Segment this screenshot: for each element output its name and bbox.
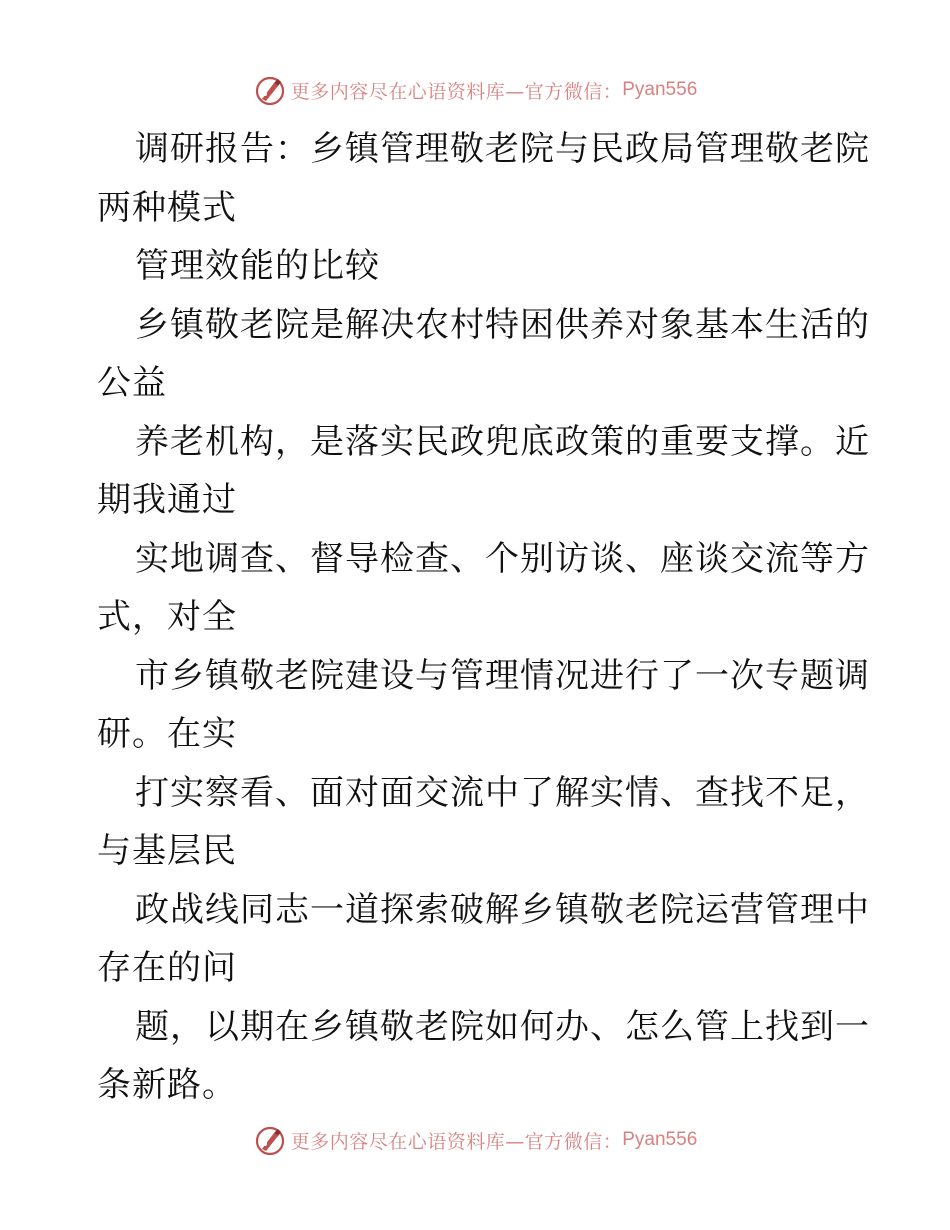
- text-line: 存在的问: [97, 948, 237, 988]
- watermark-text: 更多内容尽在心语资料库—官方微信：: [290, 1130, 623, 1153]
- document-body: [97, 120, 870, 1115]
- text-line: 式，对全: [97, 597, 237, 637]
- footer-watermark: [0, 1120, 950, 1160]
- text-line: 条新路。: [97, 1065, 237, 1105]
- text-line: 两种模式: [97, 187, 237, 228]
- text-line: 养老机构，是落实民政兜底政策的重要支撑。近: [135, 421, 870, 462]
- text-line: 乡镇敬老院是解决农村特困供养对象基本生活的: [135, 304, 870, 345]
- header-watermark: [0, 70, 950, 110]
- text-line: 实地调查、督导检查、个别访谈、座谈交流等方: [135, 538, 870, 579]
- text-line: 调研报告：乡镇管理敬老院与民政局管理敬老院: [135, 129, 870, 169]
- pen-logo-icon: [253, 73, 287, 107]
- text-line: 研。在实: [97, 714, 237, 754]
- text-line: 与基层民: [97, 831, 237, 871]
- watermark-wechat-id: Pyan556: [622, 79, 698, 100]
- text-line: 期我通过: [97, 480, 237, 520]
- watermark-wechat-id: Pyan556: [622, 1129, 698, 1150]
- text-line: 管理效能的比较: [135, 246, 380, 286]
- text-line: 政战线同志一道探索破解乡镇敬老院运营管理中: [135, 889, 870, 930]
- text-line: 打实察看、面对面交流中了解实情、查找不足，: [135, 772, 870, 813]
- text-line: 题，以期在乡镇敬老院如何办、怎么管上找到一: [135, 1006, 870, 1047]
- text-line: 市乡镇敬老院建设与管理情况进行了一次专题调: [135, 655, 870, 696]
- watermark-text: 更多内容尽在心语资料库—官方微信：: [290, 80, 623, 103]
- pen-logo-icon: [253, 1123, 287, 1157]
- text-line: 公益: [97, 363, 167, 403]
